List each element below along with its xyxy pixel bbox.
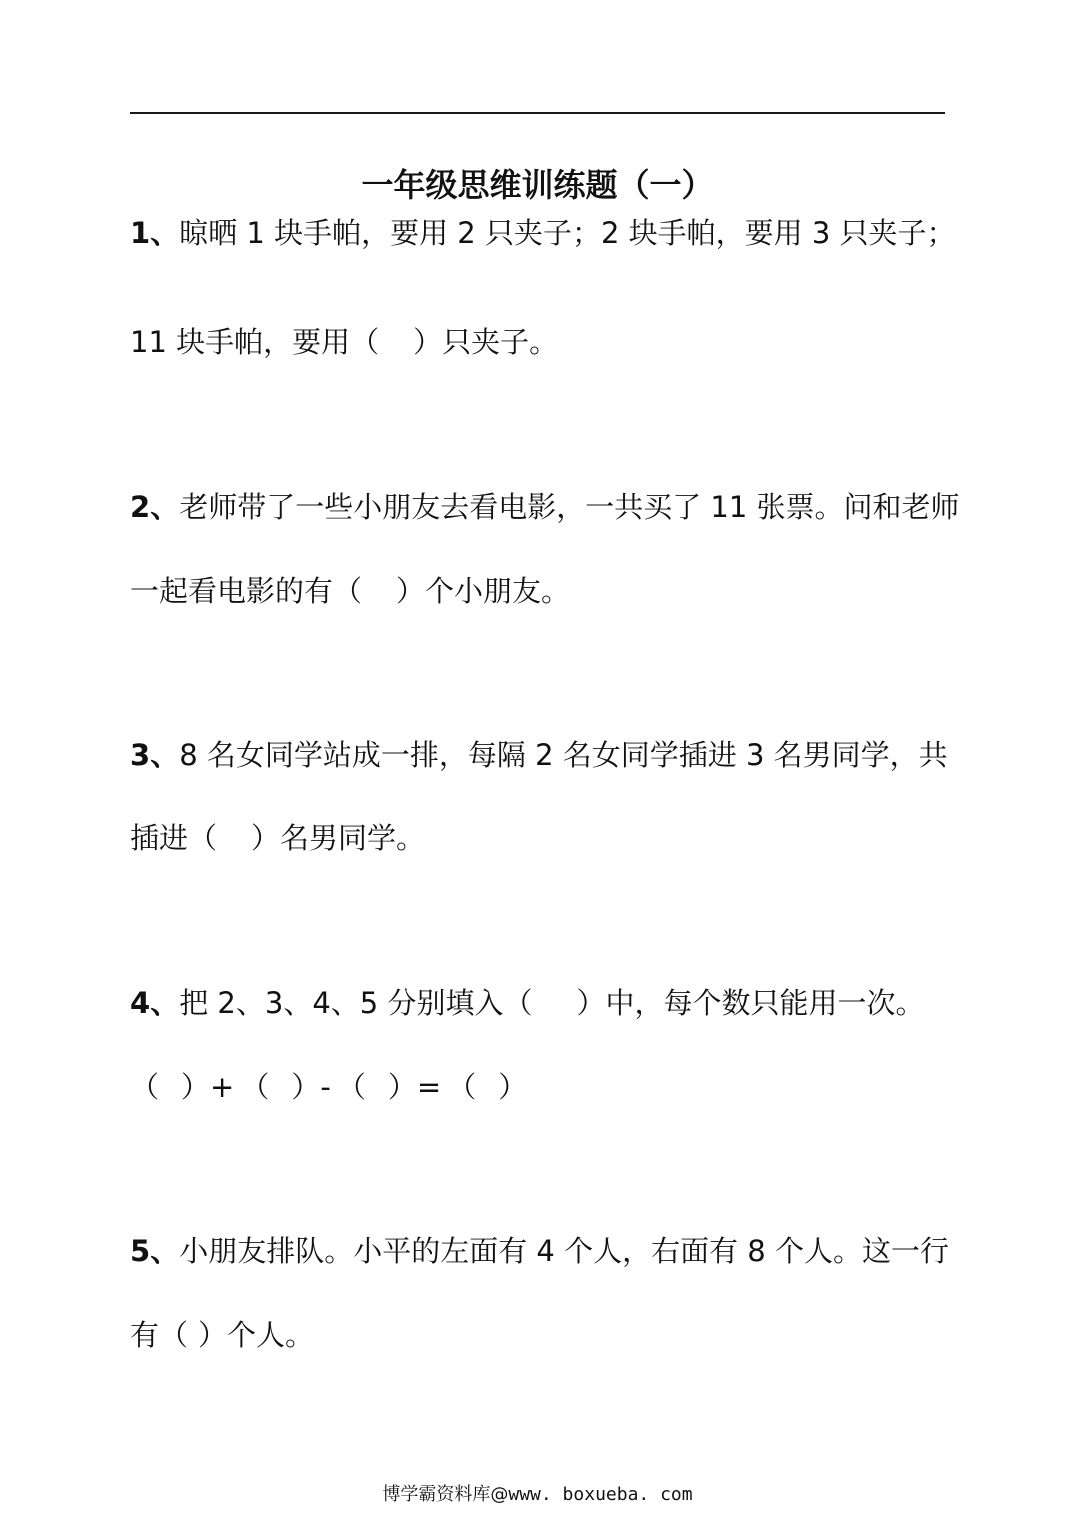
footer-url[interactable]: www. boxueba. com: [508, 1484, 693, 1505]
equation-close-paren-3: ）: [387, 1070, 417, 1104]
question-1-line-1: [130, 213, 956, 253]
question-5-line-2: [130, 1315, 314, 1355]
footer-at-sign: @: [490, 1484, 509, 1505]
equation-close-paren-2: ）: [291, 1070, 321, 1104]
question-5-text: 小朋友排队。小平的左面有 4 个人，右面有 8 个人。这一行: [179, 1234, 949, 1268]
question-3-text-after-blank: ）名男同学。: [251, 821, 426, 855]
question-2-text-before-blank: 一起看电影的有（: [130, 574, 363, 608]
equation-open-paren-2: （: [240, 1070, 270, 1104]
equation-close-paren-1: ）: [181, 1070, 211, 1104]
question-1-number: 1: [130, 216, 151, 250]
footer-site-name: 博学霸资料库: [382, 1484, 491, 1505]
equation-close-paren-4: ）: [498, 1070, 528, 1104]
question-4-text-before-blank: 把 2、3、4、5 分别填入（: [179, 986, 533, 1020]
question-1-line-2: [130, 322, 558, 362]
question-3-separator: 、: [150, 738, 180, 772]
question-5-separator: 、: [150, 1234, 180, 1268]
header-rule: [130, 112, 945, 114]
question-4-number: 4: [130, 986, 151, 1020]
footer-watermark: [0, 1482, 1075, 1508]
question-5-number: 5: [130, 1234, 151, 1268]
question-5-line-1: [130, 1231, 949, 1271]
equation-minus-sign: -: [320, 1070, 331, 1104]
question-1-separator: 、: [150, 216, 180, 250]
equation-open-paren-3: （: [336, 1070, 366, 1104]
question-5-text-before-blank: 有（: [130, 1318, 189, 1352]
question-2-separator: 、: [150, 490, 180, 524]
equation-open-paren-4: （: [447, 1070, 477, 1104]
question-2-text-after-blank: ）个小朋友。: [396, 574, 571, 608]
question-3-line-2: [130, 818, 425, 858]
question-1-text-before-blank: 11 块手帕，要用（: [130, 325, 380, 359]
question-1-text-after-blank: ）只夹子。: [413, 325, 559, 359]
equation-plus-sign: +: [210, 1070, 235, 1104]
question-5-text-after-blank: ）个人。: [198, 1318, 315, 1352]
question-3-line-1: [130, 735, 948, 775]
question-4-line-1: [130, 983, 924, 1023]
question-4-text-after-blank: ）中，每个数只能用一次。: [576, 986, 925, 1020]
page-title: 一年级思维训练题（一）: [361, 166, 714, 204]
question-3-text: 8 名女同学站成一排，每隔 2 名女同学插进 3 名男同学，共: [179, 738, 948, 772]
question-3-number: 3: [130, 738, 151, 772]
question-1-text: 晾晒 1 块手帕，要用 2 只夹子；2 块手帕，要用 3 只夹子；: [179, 216, 956, 250]
question-4-equation: [130, 1067, 527, 1107]
question-2-line-2: [130, 571, 570, 611]
question-2-number: 2: [130, 490, 151, 524]
equation-equals-sign: =: [416, 1070, 442, 1104]
question-3-text-before-blank: 插进（: [130, 821, 218, 855]
equation-open-paren-1: （: [130, 1070, 160, 1104]
question-2-line-1: [130, 487, 960, 527]
question-2-text: 老师带了一些小朋友去看电影，一共买了 11 张票。问和老师: [179, 490, 960, 524]
question-4-separator: 、: [150, 986, 180, 1020]
